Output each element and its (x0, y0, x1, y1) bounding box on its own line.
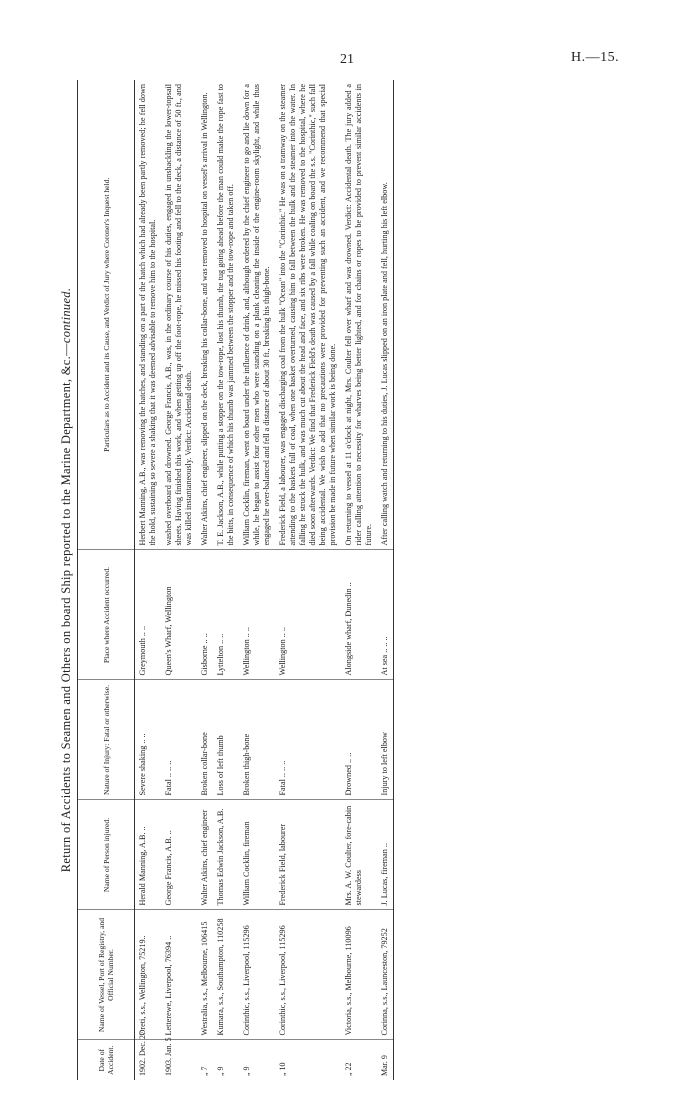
table-row (239, 80, 275, 1080)
cell-place: Wellington .. .. (275, 550, 341, 680)
cell-place: At sea .. .. .. (377, 550, 394, 680)
accidents-table (77, 80, 394, 1080)
table-row (377, 80, 394, 1080)
cell-particulars: Walter Atkins, chief engineer, slipped on the deck, breaking his collar-bone, and was removed to hospital on vessel's arrival in Wellington. (197, 80, 213, 550)
cell-particulars: On returning to vessel at 11 o'clock at night, Mrs. Coulter fell over wharf and was drowned. Verdict: Accidental death. The jury added a rider calling attention to necessity for wharves being better lighted, and for chains or ropes to be provided to prevent similar accidents in future. (341, 80, 377, 550)
table-row (341, 80, 377, 1080)
page-number: 21 (340, 52, 354, 67)
cell-particulars: T. E. Jackson, A.B., while putting a stopper on the tow-rope, lost his thumb, the tug going ahead before the man could make the rope fast to the bitts, in consequence of which his thumb was jammed between the stopper and the tow-rope and taken off. (213, 80, 239, 550)
table-caption (55, 80, 77, 1080)
table-row (213, 80, 239, 1080)
rotated-table-block (55, 80, 645, 1080)
col-header-particulars: Particulars as to Accident and its Cause, and Verdict of Jury where Coroner's Inquest held. (78, 80, 135, 550)
cell-date: Mar. 9 (377, 1040, 394, 1080)
cell-place: Gisborne .. .. (197, 550, 213, 680)
table-header-row (78, 80, 135, 1080)
cell-vessel: Kumara, s.s., Southampton, 110258 (213, 910, 239, 1040)
cell-date: „ 9 (216, 1066, 225, 1076)
cell-injury: Broken collar-bone (197, 680, 213, 800)
cell-injury: Broken thigh-bone (239, 680, 275, 800)
sheet-reference: H.—15. (571, 50, 620, 65)
table-row (197, 80, 213, 1080)
cell-date: 1903. Jan. 5 (164, 1037, 173, 1076)
cell-date: 1902. Dec. 27 (138, 1031, 147, 1076)
cell-vessel: Corinthic, s.s., Liverpool, 115296 (239, 910, 275, 1040)
cell-date: „ 7 (200, 1066, 209, 1076)
cell-particulars: William Cocklin, fireman, went on board under the influence of drink, and, although ordered by the chief engineer to go and lie down for a while, he began to assist four other men who were standing on a plank cleaning the inside of the engine-room skylight, and while thus engaged he over-balanced and fell a distance of about 30 ft., breaking his thigh-bone. (239, 80, 275, 550)
cell-person: Frederick Field, labourer (275, 800, 341, 910)
table-row (161, 80, 197, 1080)
cell-place: Greymouth .. .. (135, 550, 162, 680)
cell-injury: Fatal .. .. .. (161, 680, 197, 800)
cell-injury: Injury to left elbow (377, 680, 394, 800)
cell-place: Alongside wharf, Dunedin .. (341, 550, 377, 680)
cell-vessel: Oreti, s.s., Wellington, 75219.. (135, 910, 162, 1040)
cell-injury: Drowned .. .. (341, 680, 377, 800)
cell-person: Thomas Edwin Jackson, A.B. (213, 800, 239, 910)
col-header-date: Date of Accident. (78, 1040, 135, 1080)
cell-injury: Severe shaking .. .. (135, 680, 162, 800)
cell-place: Lyttelton .. .. (213, 550, 239, 680)
cell-vessel: Letterewe, Liverpool, 76394 .. (161, 910, 197, 1040)
cell-vessel: Corinna, s.s., Launceston, 79252 (377, 910, 394, 1040)
cell-person: William Cocklin, fireman (239, 800, 275, 910)
cell-place: Wellington .. .. (239, 550, 275, 680)
col-header-injury: Nature of Injury: Fatal or otherwise. (78, 680, 135, 800)
caption-continued: continued. (59, 287, 73, 344)
cell-person: Mrs. A. W. Coulter, fore-cabin stewardess (341, 800, 377, 910)
cell-particulars: washed overboard and drowned. George Francis, A.B., was, in the ordinary course of his duties, engaged in unshackling the lower-topsail sheets. Having finished this work, and when getting up off the foot-rope, he missed his footing and fell to the deck, a distance of 50 ft., and was killed instantaneously. Verdict: Accidental death. (161, 80, 197, 550)
col-header-person: Name of Person injured. (78, 800, 135, 910)
cell-date: „ 10 (278, 1062, 287, 1076)
cell-person: J. Lucas, fireman .. (377, 800, 394, 910)
cell-injury: Loss of left thumb (213, 680, 239, 800)
col-header-place: Place where Accident occurred. (78, 550, 135, 680)
cell-place: Queen's Wharf, Wellington (161, 550, 197, 680)
caption-main: Return of Accidents to Seamen and Others on board Ship reported to the Marine Department, &c.— (59, 343, 73, 873)
col-header-vessel: Name of Vessel, Port of Registry, and Official Number. (78, 910, 135, 1040)
cell-vessel: Victoria, s.s., Melbourne, 110096 (341, 910, 377, 1040)
cell-person: Walter Atkins, chief engineer (197, 800, 213, 910)
cell-vessel: Corinthic, s.s., Liverpool, 115296 (275, 910, 341, 1040)
cell-particulars: After calling watch and returning to his duties, J. Lucas slipped on an iron plate and fell, hurting his left elbow. (377, 80, 394, 550)
table-row (275, 80, 341, 1080)
table-row (135, 80, 162, 1080)
cell-particulars: Herbert Manning, A.B., was removing the hatches, and standing on a part of the hatch which had already been partly removed; he fell down the hold, sustaining so severe a shaking that it was deemed advisable to remove him to the hospital. (135, 80, 162, 550)
cell-person: Herald Manning, A.B. .. (135, 800, 162, 910)
cell-date: „ 9 (242, 1066, 251, 1076)
cell-date: „ 22 (344, 1062, 353, 1076)
cell-person: George Francis, A.B. .. (161, 800, 197, 910)
cell-particulars: Frederick Field, a labourer, was engaged discharging coal from the hulk "Ocean" into the "Corinthic." He was on a tramway on the steamer attending to the baskets full of coal, when one basket overturned, causing him to fall between the hulk and the steamer into the water. In falling he struck the hulk, and was much cut about the head and face, and six ribs were broken. He was removed to the hospital, where he died soon afterwards. Verdict: We find that Frederick Field's death was caused by a fall while coaling on board the s.s. "Corinthic," such fall being accidental. We wish to add that no precautions were provided for preventing such an accident, and we recommend that special provision be made in future when similar work is being done. (275, 80, 341, 550)
cell-vessel: Westralia, s.s., Melbourne, 106415 (197, 910, 213, 1040)
cell-injury: Fatal .. .. .. (275, 680, 341, 800)
